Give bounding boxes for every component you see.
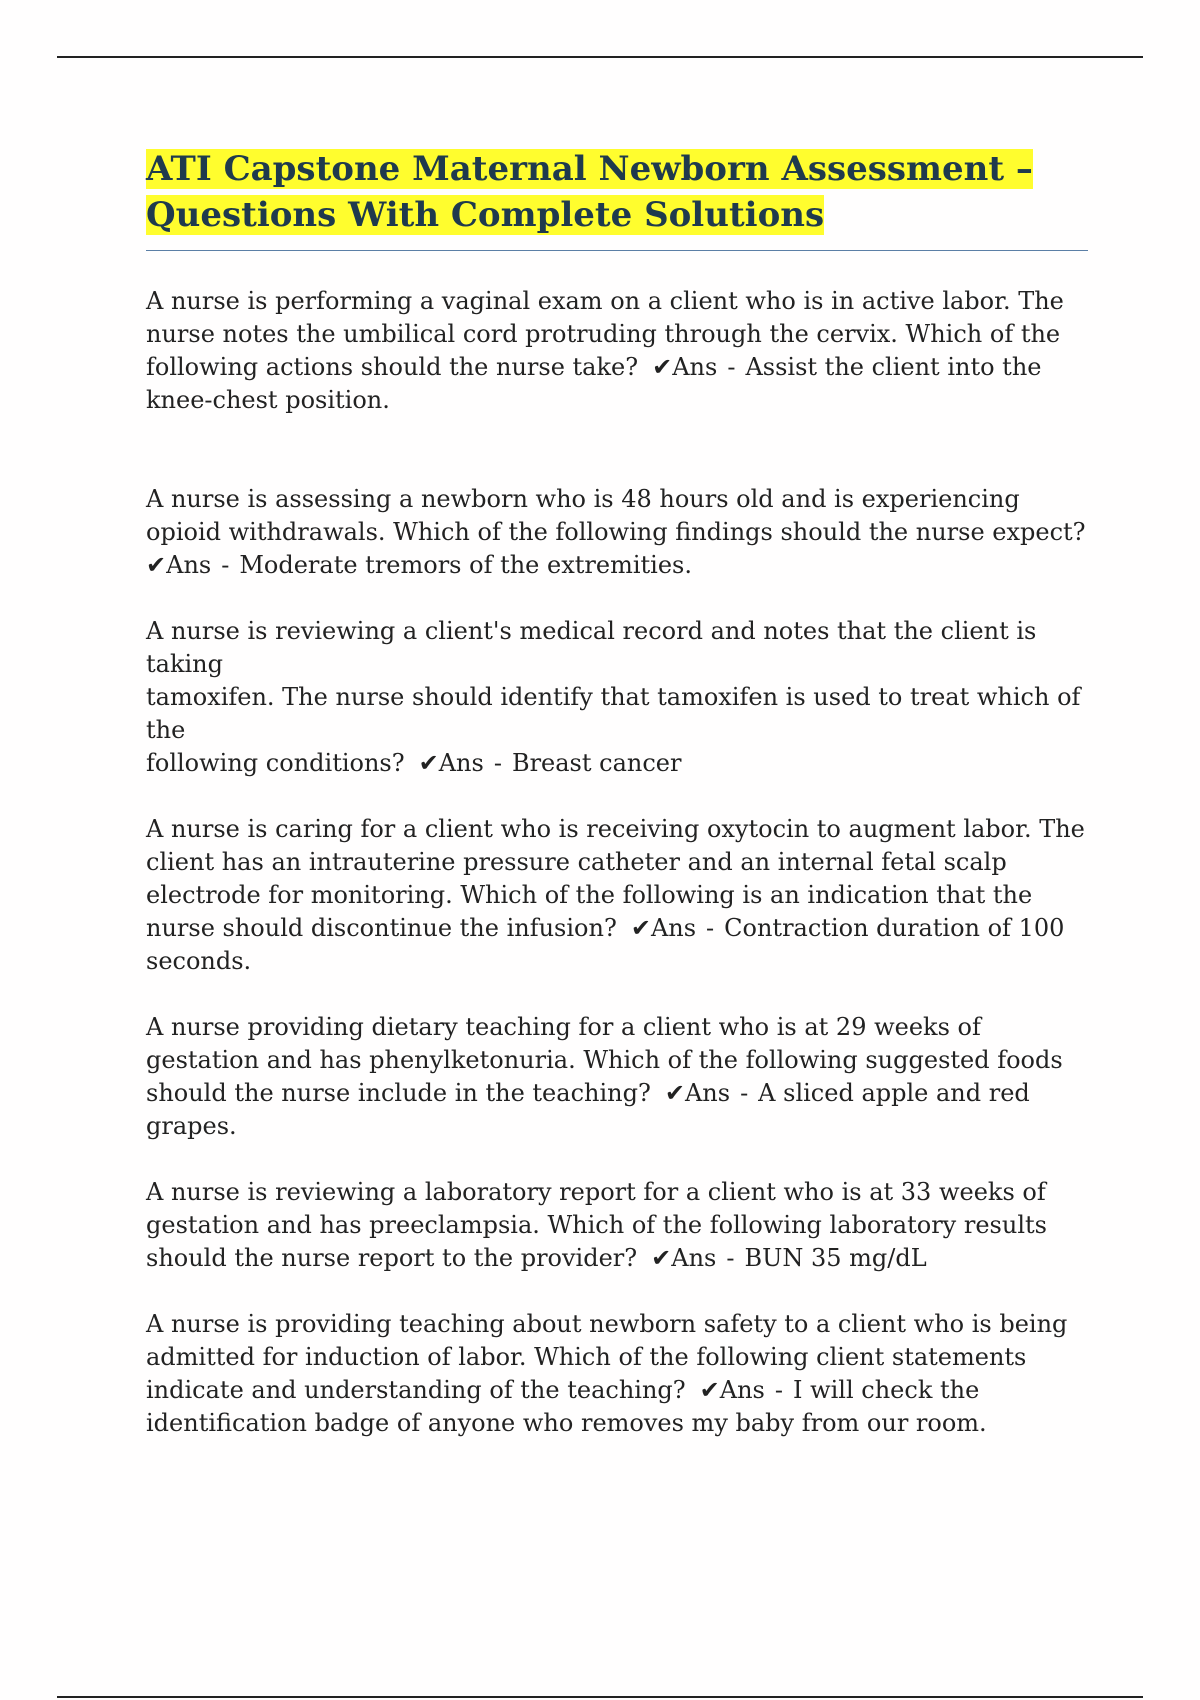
title-line-2: Questions With Complete Solutions [146,195,825,235]
answer-text: Breast cancer [511,749,682,777]
qa-item [146,813,1088,978]
qa-item [146,615,1088,780]
question-text: A nurse is caring for a client who is receiving oxytocin to augment labor. The client has an intrauterine pressure catheter and an internal fetal scalp electrode for monitoring. Which of the following is an indication that the nurse should discontinue the infusion? [146,815,1085,942]
answer-text: BUN 35 mg/dL [744,1244,927,1272]
question-text: A nurse is reviewing a laboratory report for a client who is at 33 weeks of gestation and has preeclampsia. Which of the following laboratory results should the nurse report to the provider? [146,1178,1047,1272]
answer-separator: - [493,749,502,777]
answer-marker: ✔Ans [630,914,697,942]
question-text-line-1: A nurse is reviewing a client's medical record and notes that the client is taking [146,617,1037,678]
document-content [146,146,1088,1440]
answer-marker: ✔Ans [699,1376,765,1404]
answer-marker: ✔Ans [651,1244,717,1272]
answer-marker: ✔Ans [146,551,212,579]
question-text: A nurse providing dietary teaching for a client who is at 29 weeks of gestation and has phenylketonuria. Which of the following suggested foods should the nurse include in the teaching? [146,1013,1063,1107]
document-title [146,146,1088,251]
question-text-line-3: following conditions? [146,749,405,777]
answer-separator: - [774,1376,783,1404]
qa-item [146,483,1088,582]
qa-item [146,1176,1088,1275]
answer-separator: - [726,1244,735,1272]
qa-item [146,285,1088,417]
qa-item [146,1011,1088,1143]
title-line-1: ATI Capstone Maternal Newborn Assessment – [146,149,1033,189]
answer-marker: ✔Ans [418,749,484,777]
answer-text: A sliced apple and red grapes. [146,1079,1030,1140]
answer-separator: - [221,551,230,579]
answer-separator: - [706,914,715,942]
answer-marker: ✔Ans [664,1079,731,1107]
answer-marker: ✔Ans [652,353,718,381]
answer-text: Moderate tremors of the extremities. [239,551,692,579]
question-text-line-2: tamoxifen. The nurse should identify that tamoxifen is used to treat which of the [146,683,1081,744]
page-top-rule [57,56,1143,58]
answer-text: Contraction duration of 100 seconds. [146,914,1065,975]
answer-text: I will check the identification badge of anyone who removes my baby from our room. [146,1376,987,1437]
answer-separator: - [727,353,736,381]
question-text: A nurse is assessing a newborn who is 48 hours old and is experiencing opioid withdrawals. Which of the following findings should the nurse expect? [146,485,1086,546]
answer-text: Assist the client into the knee-chest position. [146,353,1042,414]
qa-item [146,1308,1088,1440]
page-bottom-rule [57,1696,1143,1698]
question-text: A nurse is performing a vaginal exam on a client who is in active labor. The nurse notes the umbilical cord protruding through the cervix. Which of the following actions should the nurse take? [146,287,1064,381]
answer-separator: - [740,1079,749,1107]
question-text: A nurse is providing teaching about newborn safety to a client who is being admitted for induction of labor. Which of the following client statements indicate and understanding of the teaching? [146,1310,1068,1404]
